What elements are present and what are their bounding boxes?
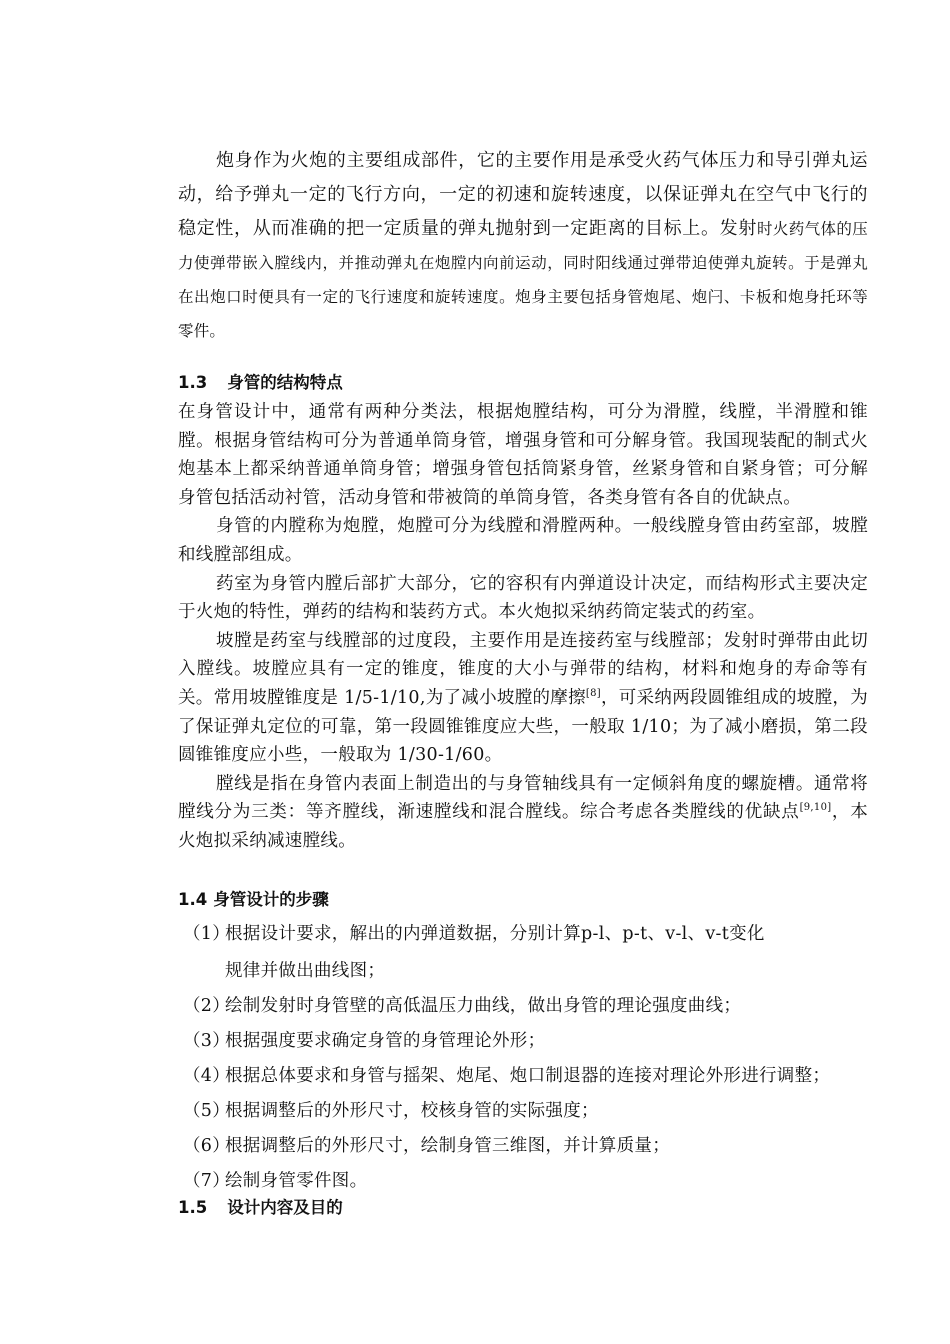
list-item <box>183 920 765 945</box>
list-item <box>183 1167 367 1192</box>
intro-text-small: 时火药气体的压力使弹带嵌入膛线内，并推动弹丸在炮膛内向前运动，同时阳线通过弹带迫使弹丸旋转。于是弹丸在出炮口时便具有一定的飞行速度和旋转速度。炮身主要包括身管炮尾、炮闩、卡板和炮身托环等零件。 <box>178 220 869 340</box>
section-heading-1-3 <box>178 370 343 396</box>
paragraph: 在身管设计中，通常有两种分类法，根据炮膛结构，可分为滑膛，线膛，半滑膛和锥膛。根据身管结构可分为普通单筒身管，增强身管和可分解身管。我国现装配的制式火炮基本上都采纳普通单筒身管；增强身管包括筒紧身管，丝紧身管和自紧身管；可分解身管包括活动衬管，活动身管和带被筒的单筒身管，各类身管有各自的优缺点。 <box>178 402 868 508</box>
section-title: 设计内容及目的 <box>227 1198 343 1217</box>
section-number: 1.5 <box>178 1198 208 1217</box>
list-item-text: 绘制发射时身管壁的高低温压力曲线，做出身管的理论强度曲线； <box>225 996 742 1016</box>
list-item <box>183 1132 670 1157</box>
paragraph <box>178 627 868 770</box>
citation: [9,10] <box>799 802 832 814</box>
paragraph-text: ，可采纳两段圆锥组成的坡膛，为了保证弹丸定位的可靠，第一段圆锥锥度应大些，一般取 1/10；为了减小磨损，第二段圆锥锥度应小些，一般取为 1/30-1/60。 <box>178 687 869 766</box>
list-item <box>183 1097 599 1122</box>
list-item <box>183 1027 545 1052</box>
list-marker: （6） <box>183 1136 231 1156</box>
list-marker: （3） <box>183 1031 231 1051</box>
list-item-continuation: 规律并做出曲线图； <box>225 961 386 981</box>
list-item-text: 根据设计要求，解出的内弹道数据，分别计算p-l、p-t、v-l、v-t变化 <box>225 924 765 944</box>
section-title: 身管设计的步骤 <box>213 890 329 909</box>
list-item <box>183 992 741 1017</box>
list-item-text: 绘制身管零件图。 <box>225 1171 368 1191</box>
list-marker: （2） <box>183 996 231 1016</box>
section-number: 1.4 <box>178 890 208 909</box>
list-item <box>183 1062 830 1087</box>
list-item-text: 根据总体要求和身管与摇架、炮尾、炮口制退器的连接对理论外形进行调整； <box>225 1066 831 1086</box>
list-item-text: 根据调整后的外形尺寸，校核身管的实际强度； <box>225 1101 599 1121</box>
intro-paragraph <box>178 144 868 348</box>
paragraph: 身管的内膛称为炮膛，炮膛可分为线膛和滑膛两种。一般线膛身管由药室部，坡膛和线膛部组成。 <box>178 516 868 565</box>
paragraph-text: 坡膛是药室与线膛部的过度段，主要作用是连接药室与线膛部；发射时弹带由此切入膛线。坡膛应具有一定的锥度，锥度的大小与弹带的结构，材料和炮身的寿命等有关。常用坡膛锥度是 1/5-1/10,为了减小坡膛的摩擦 <box>178 630 868 708</box>
list-marker: （1） <box>183 924 231 944</box>
section-heading-1-4 <box>178 887 329 913</box>
list-marker: （4） <box>183 1066 231 1086</box>
section-heading-1-5 <box>178 1195 343 1221</box>
list-marker: （7） <box>183 1171 231 1191</box>
paragraph <box>178 770 868 856</box>
citation: [8] <box>585 687 601 699</box>
paragraph: 药室为身管内膛后部扩大部分，它的容积有内弹道设计决定，而结构形式主要决定于火炮的特性，弹药的结构和装药方式。本火炮拟采纳药筒定装式的药室。 <box>178 573 868 623</box>
list-marker: （5） <box>183 1101 231 1121</box>
section-1-3-body <box>178 398 868 856</box>
paragraph-text: 膛线是指在身管内表面上制造出的与身管轴线具有一定倾斜角度的螺旋槽。通常将膛线分为三类：等齐膛线，渐速膛线和混合膛线。综合考虑各类膛线的优缺点 <box>178 773 868 823</box>
section-title: 身管的结构特点 <box>227 373 343 392</box>
list-item-text: 根据调整后的外形尺寸，绘制身管三维图，并计算质量； <box>225 1136 670 1156</box>
intro-text: 炮身作为火炮的主要组成部件，它的主要作用是承受火药气体压力和导引弹丸运动，给予弹丸一定的飞行方向，一定的初速和旋转速度，以保证弹丸在空气中飞行的稳定性，从而准确的把一定质量的弹丸抛射到一定距离的目标上。发射 <box>178 150 868 239</box>
list-item-text: 根据强度要求确定身管的身管理论外形； <box>225 1031 546 1051</box>
section-number: 1.3 <box>178 373 208 392</box>
paragraph-text: ，本火炮拟采纳减速膛线。 <box>178 802 868 851</box>
